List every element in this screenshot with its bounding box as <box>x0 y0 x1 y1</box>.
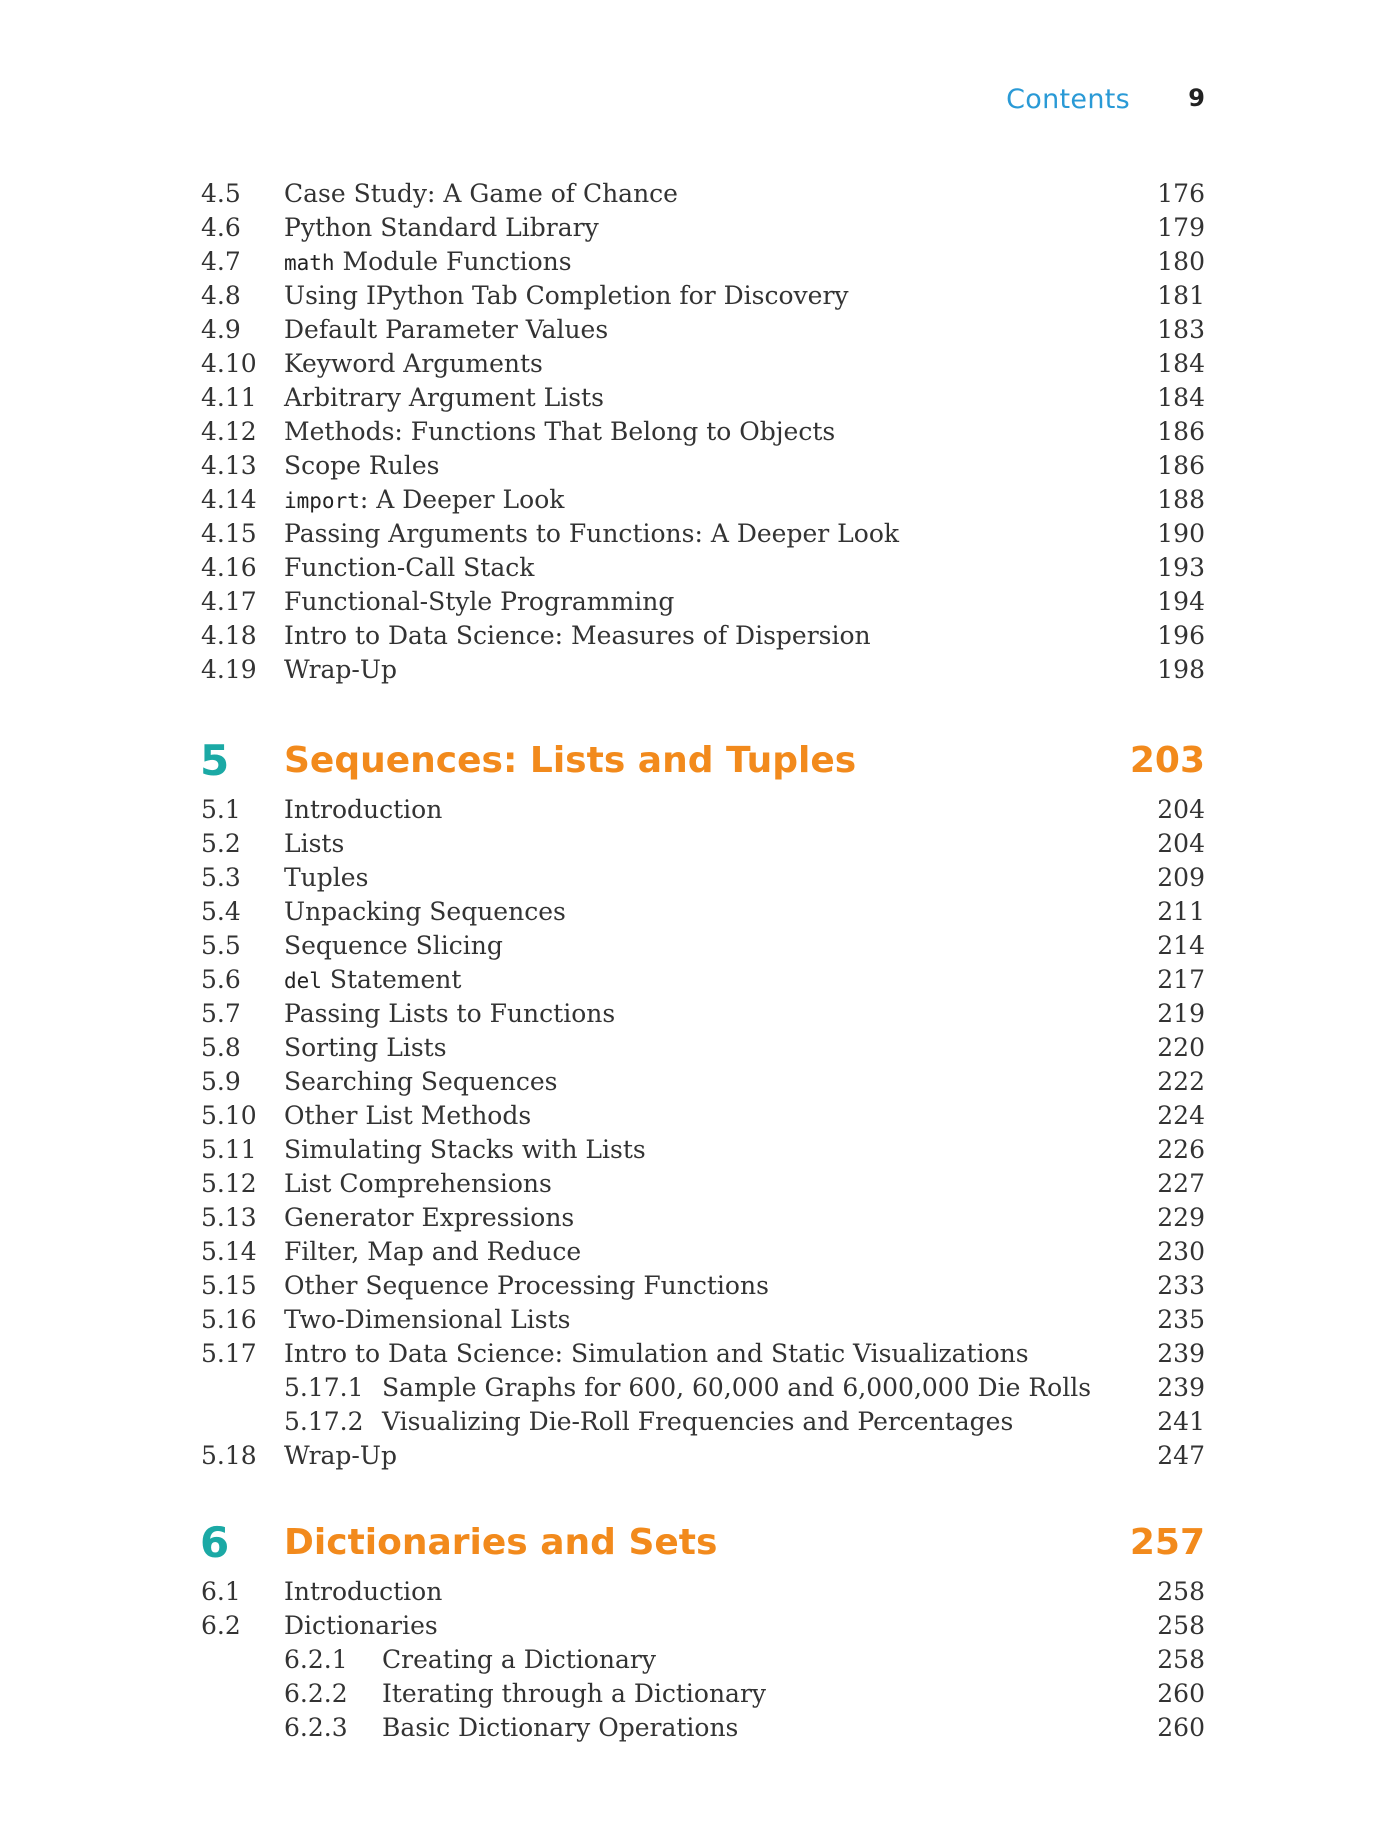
section-page: 260 <box>1157 1713 1205 1742</box>
section-page: 188 <box>1157 485 1205 514</box>
section-number: 4.8 <box>201 281 241 310</box>
section-title-text: Keyword Arguments <box>284 349 543 378</box>
section-number: 4.19 <box>201 655 257 684</box>
section-number: 4.5 <box>201 179 241 208</box>
section-title <box>284 653 397 687</box>
section-title-text: : A Deeper Look <box>359 485 565 514</box>
toc-entry[interactable] <box>0 551 1400 585</box>
section-page: 247 <box>1157 1441 1205 1470</box>
toc-entry[interactable] <box>0 895 1400 929</box>
section-title-text: Introduction <box>284 795 443 824</box>
toc-subentry[interactable] <box>0 1405 1400 1439</box>
section-title <box>284 619 871 653</box>
section-page: 184 <box>1157 349 1205 378</box>
section-page: 235 <box>1157 1305 1205 1334</box>
section-page: 190 <box>1157 519 1205 548</box>
section-page: 184 <box>1157 383 1205 412</box>
toc-entry[interactable] <box>0 211 1400 245</box>
running-head-label: Contents <box>1006 84 1130 115</box>
section-title <box>382 1711 738 1745</box>
section-number: 5.17.1 <box>284 1373 364 1402</box>
section-page: 224 <box>1157 1101 1205 1130</box>
toc-entry[interactable] <box>0 861 1400 895</box>
section-title-text: Intro to Data Science: Simulation and Static Visualizations <box>284 1339 1029 1368</box>
section-title-text: Scope Rules <box>284 451 440 480</box>
section-page: 194 <box>1157 587 1205 616</box>
toc-entry[interactable] <box>0 1099 1400 1133</box>
section-number: 4.16 <box>201 553 257 582</box>
section-page: 214 <box>1157 931 1205 960</box>
section-page: 222 <box>1157 1067 1205 1096</box>
section-title <box>382 1643 656 1677</box>
section-page: 186 <box>1157 451 1205 480</box>
toc-entry[interactable] <box>0 1065 1400 1099</box>
section-number: 4.7 <box>201 247 241 276</box>
section-title-text: Wrap-Up <box>284 1441 397 1470</box>
section-page: 226 <box>1157 1135 1205 1164</box>
section-title-text: Module Functions <box>334 247 572 276</box>
section-title-text: Other List Methods <box>284 1101 532 1130</box>
section-title <box>284 963 461 998</box>
section-title-text: Simulating Stacks with Lists <box>284 1135 646 1164</box>
section-title <box>284 1303 570 1337</box>
section-title <box>284 177 678 211</box>
toc-entry[interactable] <box>0 1201 1400 1235</box>
section-number: 4.15 <box>201 519 257 548</box>
toc-entry[interactable] <box>0 1575 1400 1609</box>
chapter-page: 203 <box>1129 740 1205 781</box>
section-number: 6.2 <box>201 1611 241 1640</box>
section-number: 4.17 <box>201 587 257 616</box>
section-page: 209 <box>1157 863 1205 892</box>
section-title <box>382 1677 766 1711</box>
section-title-text: Two-Dimensional Lists <box>284 1305 571 1334</box>
toc-entry[interactable] <box>0 1167 1400 1201</box>
section-number: 5.3 <box>201 863 241 892</box>
section-page: 180 <box>1157 247 1205 276</box>
section-title <box>284 1337 1029 1371</box>
section-title-text: Searching Sequences <box>284 1067 558 1096</box>
section-title <box>382 1405 1013 1439</box>
section-page: 229 <box>1157 1203 1205 1232</box>
section-title-text: Basic Dictionary Operations <box>382 1713 739 1742</box>
toc-entry[interactable] <box>0 1303 1400 1337</box>
toc-chapter-5 <box>0 733 1400 1473</box>
toc-chapter-6 <box>0 1515 1400 1745</box>
chapter-number: 6 <box>200 1518 230 1567</box>
section-number: 4.18 <box>201 621 257 650</box>
section-page: 198 <box>1157 655 1205 684</box>
section-title <box>284 381 604 415</box>
section-page: 219 <box>1157 999 1205 1028</box>
toc-entry[interactable] <box>0 653 1400 687</box>
section-title-text: Default Parameter Values <box>284 315 609 344</box>
section-number: 5.8 <box>201 1033 241 1062</box>
section-title-text: Dictionaries <box>284 1611 438 1640</box>
section-title <box>284 1609 438 1643</box>
section-number: 5.10 <box>201 1101 257 1130</box>
section-number: 4.11 <box>201 383 257 412</box>
section-title <box>284 1235 581 1269</box>
section-title-text: Filter, Map and Reduce <box>284 1237 582 1266</box>
section-title-text: Visualizing Die-Roll Frequencies and Percentages <box>382 1407 1014 1436</box>
section-title-text: Tuples <box>284 863 369 892</box>
section-title-text: Other Sequence Processing Functions <box>284 1271 769 1300</box>
section-page: 260 <box>1157 1679 1205 1708</box>
chapter-heading <box>0 733 1400 789</box>
section-title-text: Python Standard Library <box>284 213 599 242</box>
section-number: 6.2.3 <box>284 1713 348 1742</box>
section-number: 6.2.2 <box>284 1679 348 1708</box>
toc-entry[interactable] <box>0 483 1400 517</box>
section-title-text: Generator Expressions <box>284 1203 575 1232</box>
section-page: 176 <box>1157 179 1205 208</box>
section-title-text: Sorting Lists <box>284 1033 447 1062</box>
section-page: 220 <box>1157 1033 1205 1062</box>
section-number: 5.13 <box>201 1203 257 1232</box>
section-page: 217 <box>1157 965 1205 994</box>
code-term: math <box>284 251 335 275</box>
section-number: 5.17.2 <box>284 1407 364 1436</box>
section-number: 5.15 <box>201 1271 257 1300</box>
section-title <box>382 1371 1091 1405</box>
section-title <box>284 245 572 280</box>
section-title <box>284 211 599 245</box>
section-number: 5.5 <box>201 931 241 960</box>
section-title-text: List Comprehensions <box>284 1169 552 1198</box>
section-page: 233 <box>1157 1271 1205 1300</box>
section-title-text: Case Study: A Game of Chance <box>284 179 678 208</box>
toc-entry[interactable] <box>0 177 1400 211</box>
section-title <box>284 929 503 963</box>
toc-entry[interactable] <box>0 1269 1400 1303</box>
chapter-page: 257 <box>1129 1522 1205 1563</box>
section-page: 230 <box>1157 1237 1205 1266</box>
toc-entry[interactable] <box>0 313 1400 347</box>
section-number: 5.2 <box>201 829 241 858</box>
section-number: 5.12 <box>201 1169 257 1198</box>
section-title <box>284 895 566 929</box>
toc-subentry[interactable] <box>0 1711 1400 1745</box>
toc-entry[interactable] <box>0 245 1400 279</box>
section-title <box>284 1099 531 1133</box>
section-title-text: Wrap-Up <box>284 655 397 684</box>
code-term: del <box>284 969 322 993</box>
section-title-text: Sequence Slicing <box>284 931 503 960</box>
toc-chapter-4-continued <box>0 177 1400 687</box>
toc-entry[interactable] <box>0 517 1400 551</box>
section-number: 5.18 <box>201 1441 257 1470</box>
section-title-text: Statement <box>321 965 462 994</box>
section-title <box>284 1575 442 1609</box>
section-title <box>284 1167 552 1201</box>
toc-entry[interactable] <box>0 347 1400 381</box>
chapter-heading <box>0 1515 1400 1571</box>
section-page: 204 <box>1157 829 1205 858</box>
section-number: 5.9 <box>201 1067 241 1096</box>
section-number: 5.16 <box>201 1305 257 1334</box>
section-title <box>284 517 899 551</box>
section-number: 5.7 <box>201 999 241 1028</box>
section-title <box>284 415 835 449</box>
toc-entry[interactable] <box>0 1337 1400 1371</box>
section-title <box>284 279 849 313</box>
section-number: 5.11 <box>201 1135 257 1164</box>
toc-entry[interactable] <box>0 1031 1400 1065</box>
section-page: 193 <box>1157 553 1205 582</box>
toc-entry[interactable] <box>0 279 1400 313</box>
section-page: 196 <box>1157 621 1205 650</box>
section-page: 258 <box>1157 1645 1205 1674</box>
section-title-text: Functional-Style Programming <box>284 587 675 616</box>
section-title <box>284 449 439 483</box>
section-title-text: Introduction <box>284 1577 443 1606</box>
section-title <box>284 1133 646 1167</box>
section-page: 204 <box>1157 795 1205 824</box>
toc-entry[interactable] <box>0 827 1400 861</box>
section-number: 4.14 <box>201 485 257 514</box>
section-title <box>284 585 674 619</box>
chapter-title: Sequences: Lists and Tuples <box>284 740 857 781</box>
section-title <box>284 1031 447 1065</box>
section-number: 4.6 <box>201 213 241 242</box>
toc-entry[interactable] <box>0 415 1400 449</box>
section-page: 179 <box>1157 213 1205 242</box>
section-title <box>284 1269 769 1303</box>
section-number: 4.12 <box>201 417 257 446</box>
section-title <box>284 861 368 895</box>
chapter-title: Dictionaries and Sets <box>284 1522 718 1563</box>
section-page: 181 <box>1157 281 1205 310</box>
toc-entry[interactable] <box>0 997 1400 1031</box>
running-head <box>0 84 1400 124</box>
toc-entry[interactable] <box>0 1235 1400 1269</box>
section-title-text: Function-Call Stack <box>284 553 535 582</box>
section-title <box>284 1065 557 1099</box>
section-number: 5.6 <box>201 965 241 994</box>
section-title <box>284 483 564 518</box>
section-title-text: Methods: Functions That Belong to Objects <box>284 417 836 446</box>
section-number: 4.10 <box>201 349 257 378</box>
section-title <box>284 347 543 381</box>
toc-subentry[interactable] <box>0 1677 1400 1711</box>
toc-subentry[interactable] <box>0 1643 1400 1677</box>
section-page: 241 <box>1157 1407 1205 1436</box>
toc-entry[interactable] <box>0 585 1400 619</box>
toc-entry[interactable] <box>0 1609 1400 1643</box>
toc-entry[interactable] <box>0 449 1400 483</box>
section-title <box>284 997 615 1031</box>
section-title-text: Intro to Data Science: Measures of Dispersion <box>284 621 871 650</box>
chapter-number: 5 <box>200 736 230 785</box>
toc-entry[interactable] <box>0 1439 1400 1473</box>
toc-entry[interactable] <box>0 381 1400 415</box>
section-page: 183 <box>1157 315 1205 344</box>
section-title <box>284 1439 397 1473</box>
section-page: 258 <box>1157 1611 1205 1640</box>
toc-entry[interactable] <box>0 619 1400 653</box>
section-title <box>284 1201 574 1235</box>
section-title-text: Sample Graphs for 600, 60,000 and 6,000,000 Die Rolls <box>382 1373 1092 1402</box>
section-title-text: Lists <box>284 829 345 858</box>
toc-subentry[interactable] <box>0 1371 1400 1405</box>
section-title-text: Unpacking Sequences <box>284 897 566 926</box>
section-title <box>284 313 608 347</box>
section-number: 4.13 <box>201 451 257 480</box>
section-page: 227 <box>1157 1169 1205 1198</box>
section-title-text: Using IPython Tab Completion for Discovery <box>284 281 849 310</box>
section-number: 5.14 <box>201 1237 257 1266</box>
section-title <box>284 827 344 861</box>
section-number: 6.2.1 <box>284 1645 348 1674</box>
section-title-text: Iterating through a Dictionary <box>382 1679 767 1708</box>
page-number: 9 <box>1188 84 1205 112</box>
toc-entry[interactable] <box>0 929 1400 963</box>
section-title-text: Passing Lists to Functions <box>284 999 616 1028</box>
section-number: 5.4 <box>201 897 241 926</box>
section-title-text: Creating a Dictionary <box>382 1645 656 1674</box>
section-page: 186 <box>1157 417 1205 446</box>
section-page: 239 <box>1157 1373 1205 1402</box>
section-number: 4.9 <box>201 315 241 344</box>
toc-entry[interactable] <box>0 1133 1400 1167</box>
section-title <box>284 793 442 827</box>
code-term: import <box>284 489 360 513</box>
section-number: 6.1 <box>201 1577 241 1606</box>
section-title <box>284 551 534 585</box>
section-number: 5.17 <box>201 1339 257 1368</box>
section-number: 5.1 <box>201 795 241 824</box>
section-page: 258 <box>1157 1577 1205 1606</box>
toc-entry[interactable] <box>0 963 1400 997</box>
section-title-text: Arbitrary Argument Lists <box>284 383 604 412</box>
section-title-text: Passing Arguments to Functions: A Deeper Look <box>284 519 900 548</box>
toc-entry[interactable] <box>0 793 1400 827</box>
section-page: 211 <box>1157 897 1205 926</box>
section-page: 239 <box>1157 1339 1205 1368</box>
